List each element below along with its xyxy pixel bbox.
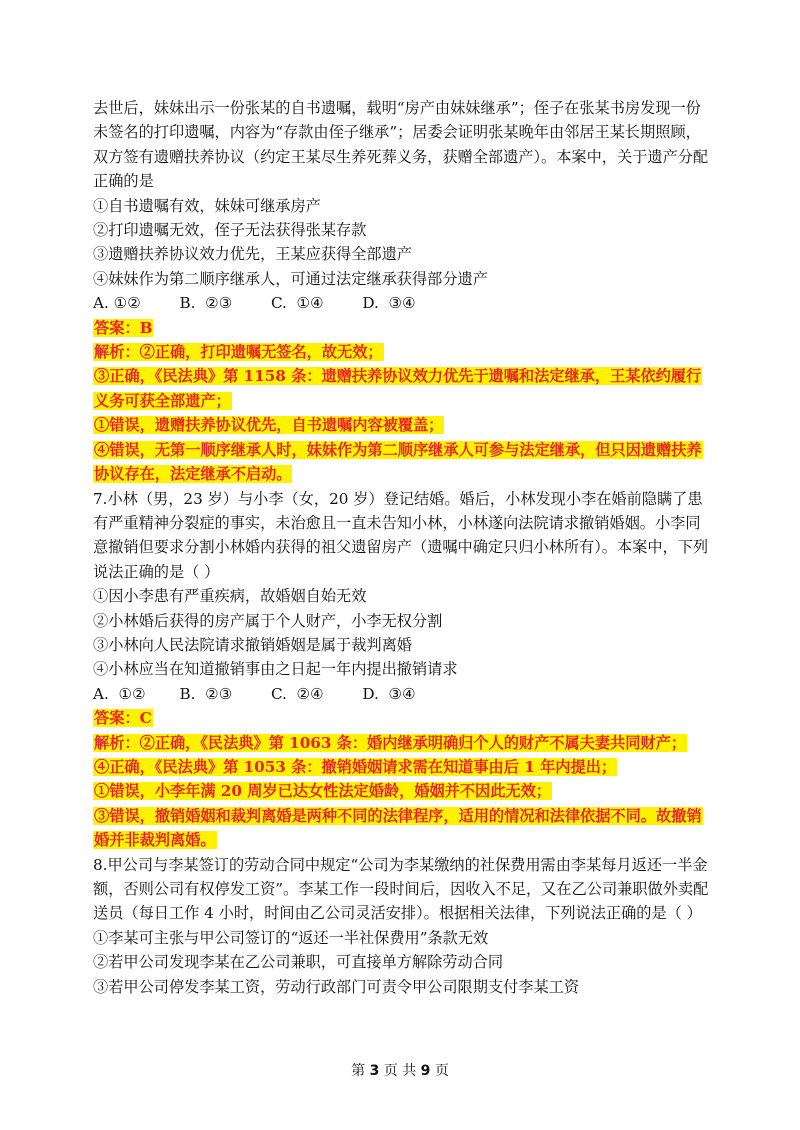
analysis-text: ④正确，《民法典》第 1053 条：撤销婚姻请求需在知道事由后 1 年内提出； xyxy=(94,757,617,776)
analysis-text: ①错误，小李年满 20 周岁已达女性法定婚龄，婚姻并不因此无效； xyxy=(94,782,551,801)
question-6-item-4: ④妹妹作为第二顺序继承人，可通过法定继承获得部分遗产 xyxy=(93,269,488,288)
question-7-item-2: ②小林婚后获得的房产属于个人财产，小李无权分割 xyxy=(93,611,443,630)
footer-suffix: 页 xyxy=(434,1063,449,1079)
analysis-text: ③正确，《民法典》第 1158 条：遗赠扶养协议效力优先于遗嘱和法定继承，王某依约履行义务可获全部遗产； xyxy=(94,367,702,410)
question-6-analysis-3 xyxy=(93,413,713,437)
question-8-item-1: ①李某可主张与甲公司签订的“返还一半社保费用”条款无效 xyxy=(93,928,489,947)
question-7-options: A. ①② B. ②③ C. ②④ D. ③④ xyxy=(93,684,416,703)
question-8-item-3: ③若甲公司停发李某工资，劳动行政部门可责令甲公司限期支付李某工资 xyxy=(93,977,579,996)
question-6-item-1: ①自书遗嘱有效，妹妹可继承房产 xyxy=(93,196,321,215)
footer-middle: 页 共 xyxy=(383,1063,417,1079)
question-6-analysis-1 xyxy=(93,340,713,364)
analysis-text: 解析：②正确，《民法典》第 1063 条：婚内继承明确归个人的财产不属夫妻共同财产； xyxy=(94,733,686,752)
total-pages: 9 xyxy=(420,1063,431,1079)
question-7-answer xyxy=(93,706,713,730)
question-6-answer xyxy=(93,316,713,340)
answer-text: 答案：C xyxy=(94,709,152,728)
analysis-text: ③错误，撤销婚姻和裁判离婚是两种不同的法律程序，适用的情况和法律依据不同。故撤销婚并非裁判离婚。 xyxy=(94,806,702,850)
answer-text: 答案：B xyxy=(94,318,153,337)
question-7-stem: 7.小林（男，23 岁）与小李（女，20 岁）登记结婚。婚后，小林发现小李在婚前隐瞒了患有严重精神分裂症的事实，未治愈且一直未告知小林，小林遂向法院请求撤销婚姻。小李同意撤销但要求分割小林婚内获得的祖父遗留房产（遗嘱中确定只归小林所有）。本案中，下列说法正确的是（ ） xyxy=(93,489,709,581)
analysis-text: 解析：②正确，打印遗嘱无签名，故无效； xyxy=(94,343,383,362)
question-6-options: A. ①② B. ②③ C. ①④ D. ③④ xyxy=(93,294,416,313)
question-7-item-4: ④小林应当在知道撤销事由之日起一年内提出撤销请求 xyxy=(93,660,458,679)
question-6-item-3: ③遗赠扶养协议效力优先，王某应获得全部遗产 xyxy=(93,245,412,264)
question-7-item-1: ①因小李患有严重疾病，故婚姻自始无效 xyxy=(93,587,367,606)
question-7-analysis-1 xyxy=(93,731,713,755)
question-6-item-2: ②打印遗嘱无效，侄子无法获得张某存款 xyxy=(93,221,367,240)
question-7-item-3: ③小林向人民法院请求撤销婚姻是属于裁判离婚 xyxy=(93,635,412,654)
question-7-analysis-2 xyxy=(93,755,713,779)
question-8-stem: 8.甲公司与李某签订的劳动合同中规定“公司为李某缴纳的社保费用需由李某每月返还一半金额，否则公司有权停发工资”。李某工作一段时间后，因收入不足，又在乙公司兼职做外卖配送员（每日工作 4 小时，时间由乙公司灵活安排）。根据相关法律，下列说法正确的是（ ） xyxy=(93,855,709,923)
document-body xyxy=(93,96,713,999)
question-6-stem: 去世后，妹妹出示一份张某的自书遗嘱，载明“房产由妹妹继承”；侄子在张某书房发现一份未签名的打印遗嘱，内容为“存款由侄子继承”；居委会证明张某晚年由邻居王某长期照顾，双方签有遗赠扶养协议（约定王某尽生养死葬义务，获赠全部遗产）。本案中，关于遗产分配正确的是 xyxy=(93,99,709,191)
page-footer xyxy=(0,1060,800,1080)
question-7-analysis-4 xyxy=(93,804,713,853)
question-6-analysis-4 xyxy=(93,438,713,487)
page-number: 3 xyxy=(369,1063,380,1079)
analysis-text: ④错误，无第一顺序继承人时，妹妹作为第二顺序继承人可参与法定继承，但只因遗赠扶养协议存在，法定继承不启动。 xyxy=(94,440,702,484)
analysis-text: ①错误，遗赠扶养协议优先，自书遗嘱内容被覆盖； xyxy=(94,416,444,435)
question-7-analysis-3 xyxy=(93,779,713,803)
question-8-item-2: ②若甲公司发现李某在乙公司兼职，可直接单方解除劳动合同 xyxy=(93,953,504,972)
footer-prefix: 第 xyxy=(351,1063,366,1079)
question-6-analysis-2 xyxy=(93,364,713,413)
